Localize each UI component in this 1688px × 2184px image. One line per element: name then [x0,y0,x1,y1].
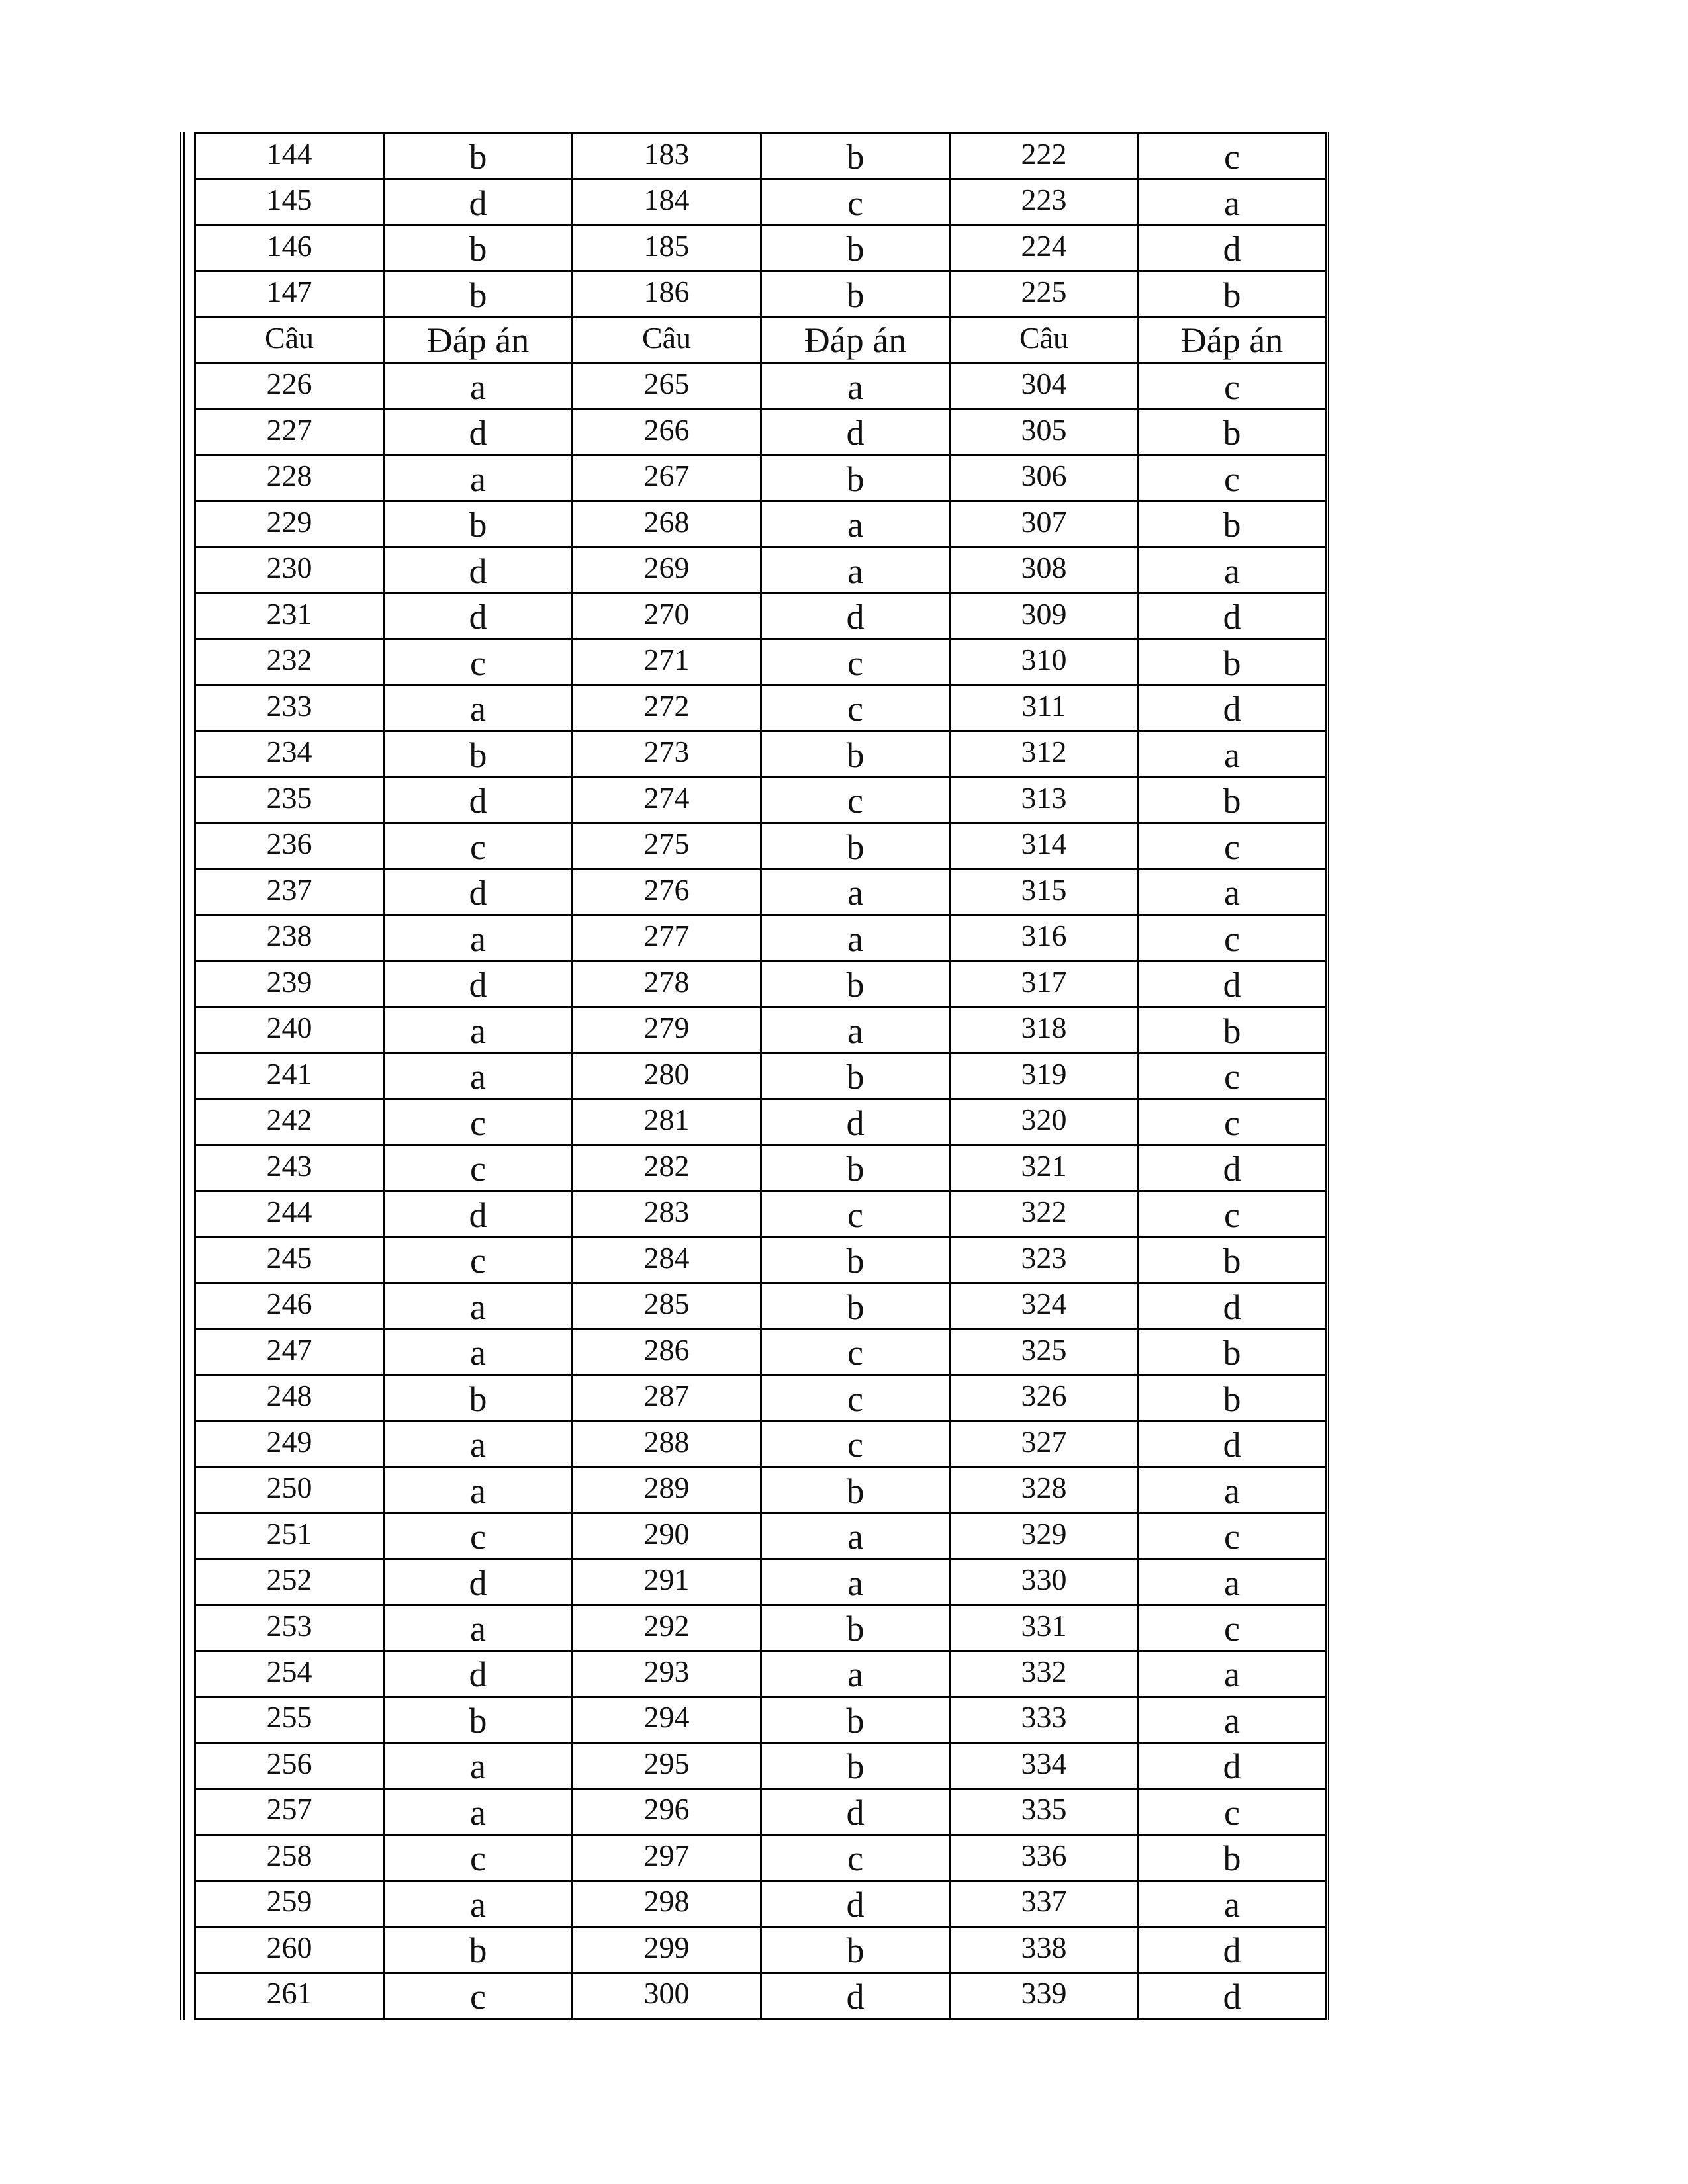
question-number: 321 [950,1145,1139,1191]
question-number: 261 [195,1973,384,2019]
question-number: 250 [195,1467,384,1513]
answer-letter: a [761,363,950,409]
table-row [195,1743,1326,1788]
table-row [195,1513,1326,1559]
question-number: 248 [195,1375,384,1421]
answer-letter: b [761,1467,950,1513]
question-number: 238 [195,915,384,961]
question-number: 294 [573,1697,761,1743]
answer-letter: d [384,777,573,823]
header-question: Câu [573,317,761,363]
question-number: 334 [950,1743,1139,1788]
answer-letter: b [761,1145,950,1191]
table-row [195,1191,1326,1237]
header-answer: Đáp án [761,317,950,363]
answer-letter: c [384,639,573,685]
answer-letter: a [761,915,950,961]
answer-letter: d [761,409,950,455]
answer-letter: d [761,1881,950,1927]
answer-letter: a [384,1605,573,1651]
question-number: 284 [573,1237,761,1283]
answer-letter: b [761,1927,950,1972]
answer-letter: a [761,501,950,547]
answer-letter: c [384,1099,573,1145]
question-number: 312 [950,731,1139,777]
answer-letter: a [1139,1651,1326,1696]
question-number: 185 [573,225,761,271]
answer-letter: d [384,869,573,915]
question-number: 337 [950,1881,1139,1927]
question-number: 300 [573,1973,761,2019]
question-number: 317 [950,961,1139,1007]
question-number: 258 [195,1835,384,1880]
answer-letter: b [1139,271,1326,317]
table-row [195,1053,1326,1099]
question-number: 299 [573,1927,761,1972]
table-row [195,225,1326,271]
answer-letter: d [1139,1973,1326,2019]
header-question: Câu [195,317,384,363]
question-number: 256 [195,1743,384,1788]
question-number: 292 [573,1605,761,1651]
answer-letter: a [384,915,573,961]
question-number: 276 [573,869,761,915]
table-row [195,961,1326,1007]
table-row [195,685,1326,731]
answer-letter: b [1139,1329,1326,1375]
answer-letter: c [1139,1513,1326,1559]
question-number: 184 [573,179,761,225]
answer-letter: b [761,731,950,777]
answer-letter: a [384,1881,573,1927]
answer-letter: d [384,547,573,593]
answer-letter: a [761,547,950,593]
header-answer: Đáp án [384,317,573,363]
table-row [195,823,1326,869]
answer-letter: b [1139,1237,1326,1283]
question-number: 266 [573,409,761,455]
question-number: 328 [950,1467,1139,1513]
answer-letter: b [761,1743,950,1788]
question-number: 186 [573,271,761,317]
question-number: 281 [573,1099,761,1145]
table-row [195,271,1326,317]
answer-letter: a [384,1283,573,1329]
answer-letter: a [1139,731,1326,777]
answer-letter: d [1139,961,1326,1007]
table-row [195,501,1326,547]
question-number: 251 [195,1513,384,1559]
question-number: 233 [195,685,384,731]
answer-letter: c [384,1513,573,1559]
question-number: 298 [573,1881,761,1927]
answer-letter: a [1139,179,1326,225]
question-number: 287 [573,1375,761,1421]
question-number: 291 [573,1559,761,1605]
question-number: 269 [573,547,761,593]
question-number: 307 [950,501,1139,547]
question-number: 236 [195,823,384,869]
question-number: 225 [950,271,1139,317]
answer-letter: c [761,1421,950,1467]
table-row [195,1007,1326,1053]
question-number: 145 [195,179,384,225]
answer-letter: a [761,869,950,915]
answer-letter: b [1139,409,1326,455]
table-row [195,134,1326,179]
question-number: 310 [950,639,1139,685]
answer-letter: a [761,1007,950,1053]
table-row [195,593,1326,639]
question-number: 290 [573,1513,761,1559]
question-number: 227 [195,409,384,455]
answer-letter: a [384,1053,573,1099]
question-number: 279 [573,1007,761,1053]
header-row [195,317,1326,363]
answer-letter: b [1139,777,1326,823]
question-number: 332 [950,1651,1139,1696]
question-number: 229 [195,501,384,547]
question-number: 280 [573,1053,761,1099]
answer-letter: c [761,1375,950,1421]
answer-letter: c [1139,915,1326,961]
answer-letter: b [761,455,950,501]
question-number: 242 [195,1099,384,1145]
header-answer: Đáp án [1139,317,1326,363]
answer-letter: b [384,225,573,271]
question-number: 313 [950,777,1139,823]
answer-sheet [180,132,1329,2020]
answer-letter: c [761,1329,950,1375]
question-number: 318 [950,1007,1139,1053]
question-number: 274 [573,777,761,823]
answer-letter: a [761,1513,950,1559]
question-number: 286 [573,1329,761,1375]
question-number: 278 [573,961,761,1007]
question-number: 232 [195,639,384,685]
answer-letter: a [384,1007,573,1053]
question-number: 239 [195,961,384,1007]
answer-letter: d [384,593,573,639]
answer-letter: a [761,1559,950,1605]
header-question: Câu [950,317,1139,363]
answer-letter: d [761,593,950,639]
question-number: 325 [950,1329,1139,1375]
answer-letter: a [1139,1697,1326,1743]
table-row [195,869,1326,915]
answer-letter: d [1139,1743,1326,1788]
answer-key-table [194,132,1327,2020]
question-number: 283 [573,1191,761,1237]
question-number: 147 [195,271,384,317]
question-number: 272 [573,685,761,731]
table-row [195,1559,1326,1605]
table-row [195,363,1326,409]
question-number: 326 [950,1375,1139,1421]
table-row [195,179,1326,225]
table-row [195,639,1326,685]
question-number: 293 [573,1651,761,1696]
question-number: 305 [950,409,1139,455]
answer-letter: b [1139,1835,1326,1880]
answer-letter: b [761,134,950,179]
table-row [195,1421,1326,1467]
table-row [195,1283,1326,1329]
answer-letter: d [1139,1421,1326,1467]
answer-letter: a [1139,1559,1326,1605]
question-number: 260 [195,1927,384,1972]
question-number: 327 [950,1421,1139,1467]
answer-letter: b [384,1927,573,1972]
answer-letter: b [761,271,950,317]
answer-letter: c [1139,1789,1326,1835]
table-row [195,1329,1326,1375]
question-number: 235 [195,777,384,823]
answer-letter: b [761,1605,950,1651]
question-number: 336 [950,1835,1139,1880]
question-number: 304 [950,363,1139,409]
question-number: 252 [195,1559,384,1605]
answer-letter: a [1139,1467,1326,1513]
table-row [195,1145,1326,1191]
question-number: 309 [950,593,1139,639]
answer-letter: b [384,1375,573,1421]
answer-letter: d [384,1651,573,1696]
question-number: 223 [950,179,1139,225]
question-number: 271 [573,639,761,685]
table-row [195,777,1326,823]
question-number: 230 [195,547,384,593]
question-number: 316 [950,915,1139,961]
question-number: 267 [573,455,761,501]
question-number: 275 [573,823,761,869]
table-row [195,1835,1326,1880]
answer-letter: c [761,179,950,225]
question-number: 270 [573,593,761,639]
answer-letter: a [384,1789,573,1835]
question-number: 333 [950,1697,1139,1743]
answer-letter: c [761,1191,950,1237]
answer-letter: c [761,639,950,685]
question-number: 322 [950,1191,1139,1237]
answer-letter: b [1139,501,1326,547]
answer-letter: c [1139,1099,1326,1145]
answer-letter: c [761,685,950,731]
table-row [195,1697,1326,1743]
answer-letter: c [1139,823,1326,869]
question-number: 339 [950,1973,1139,2019]
table-row [195,1927,1326,1972]
question-number: 255 [195,1697,384,1743]
question-number: 331 [950,1605,1139,1651]
question-number: 319 [950,1053,1139,1099]
answer-letter: b [384,134,573,179]
question-number: 289 [573,1467,761,1513]
answer-letter: a [384,1421,573,1467]
question-number: 224 [950,225,1139,271]
answer-letter: d [1139,225,1326,271]
question-number: 240 [195,1007,384,1053]
question-number: 254 [195,1651,384,1696]
question-number: 226 [195,363,384,409]
answer-letter: b [761,823,950,869]
answer-letter: b [761,961,950,1007]
answer-letter: d [384,179,573,225]
question-number: 329 [950,1513,1139,1559]
answer-letter: b [761,1237,950,1283]
question-number: 234 [195,731,384,777]
answer-letter: c [384,1237,573,1283]
table-row [195,915,1326,961]
question-number: 246 [195,1283,384,1329]
question-number: 244 [195,1191,384,1237]
question-number: 324 [950,1283,1139,1329]
question-number: 306 [950,455,1139,501]
question-number: 288 [573,1421,761,1467]
table-row [195,1651,1326,1696]
answer-letter: b [1139,639,1326,685]
answer-letter: d [761,1099,950,1145]
question-number: 268 [573,501,761,547]
question-number: 146 [195,225,384,271]
answer-letter: a [384,363,573,409]
answer-letter: b [384,731,573,777]
question-number: 277 [573,915,761,961]
question-number: 247 [195,1329,384,1375]
question-number: 273 [573,731,761,777]
question-number: 259 [195,1881,384,1927]
answer-letter: c [1139,363,1326,409]
table-row [195,1605,1326,1651]
question-number: 311 [950,685,1139,731]
answer-letter: d [384,409,573,455]
answer-letter: b [761,1697,950,1743]
answer-letter: c [761,1835,950,1880]
question-number: 253 [195,1605,384,1651]
question-number: 323 [950,1237,1139,1283]
table-row [195,1099,1326,1145]
answer-letter: c [1139,1053,1326,1099]
answer-letter: a [384,1329,573,1375]
question-number: 315 [950,869,1139,915]
answer-letter: d [1139,1145,1326,1191]
table-row [195,731,1326,777]
question-number: 308 [950,547,1139,593]
question-number: 144 [195,134,384,179]
question-number: 330 [950,1559,1139,1605]
answer-letter: d [384,1191,573,1237]
answer-letter: c [384,1973,573,2019]
question-number: 222 [950,134,1139,179]
answer-letter: d [384,1559,573,1605]
answer-letter: a [1139,1881,1326,1927]
answer-letter: c [384,1145,573,1191]
answer-letter: a [1139,869,1326,915]
answer-letter: d [1139,1283,1326,1329]
answer-letter: b [761,225,950,271]
question-number: 297 [573,1835,761,1880]
question-number: 265 [573,363,761,409]
question-number: 320 [950,1099,1139,1145]
question-number: 335 [950,1789,1139,1835]
question-number: 183 [573,134,761,179]
answer-letter: a [761,1651,950,1696]
question-number: 257 [195,1789,384,1835]
answer-letter: d [761,1973,950,2019]
answer-letter: b [1139,1007,1326,1053]
answer-letter: d [1139,685,1326,731]
question-number: 285 [573,1283,761,1329]
answer-letter: d [384,961,573,1007]
table-row [195,409,1326,455]
answer-letter: c [761,777,950,823]
table-row [195,1973,1326,2019]
question-number: 295 [573,1743,761,1788]
question-number: 241 [195,1053,384,1099]
answer-letter: b [761,1053,950,1099]
answer-letter: c [1139,1605,1326,1651]
answer-letter: a [384,685,573,731]
answer-letter: b [384,1697,573,1743]
answer-letter: d [761,1789,950,1835]
question-number: 249 [195,1421,384,1467]
table-row [195,1375,1326,1421]
question-number: 228 [195,455,384,501]
question-number: 245 [195,1237,384,1283]
table-row [195,1881,1326,1927]
answer-letter: b [1139,1375,1326,1421]
question-number: 296 [573,1789,761,1835]
table-row [195,455,1326,501]
answer-letter: a [1139,547,1326,593]
answer-letter: a [384,455,573,501]
answer-letter: c [384,1835,573,1880]
table-row [195,1467,1326,1513]
answer-letter: c [1139,455,1326,501]
answer-letter: a [384,1743,573,1788]
answer-letter: b [384,271,573,317]
question-number: 237 [195,869,384,915]
question-number: 282 [573,1145,761,1191]
answer-letter: b [761,1283,950,1329]
question-number: 338 [950,1927,1139,1972]
answer-letter: b [384,501,573,547]
question-number: 314 [950,823,1139,869]
answer-letter: c [384,823,573,869]
table-row [195,1789,1326,1835]
answer-letter: a [384,1467,573,1513]
answer-letter: c [1139,134,1326,179]
question-number: 231 [195,593,384,639]
answer-letter: d [1139,593,1326,639]
answer-letter: c [1139,1191,1326,1237]
answer-letter: d [1139,1927,1326,1972]
table-row [195,547,1326,593]
question-number: 243 [195,1145,384,1191]
table-row [195,1237,1326,1283]
